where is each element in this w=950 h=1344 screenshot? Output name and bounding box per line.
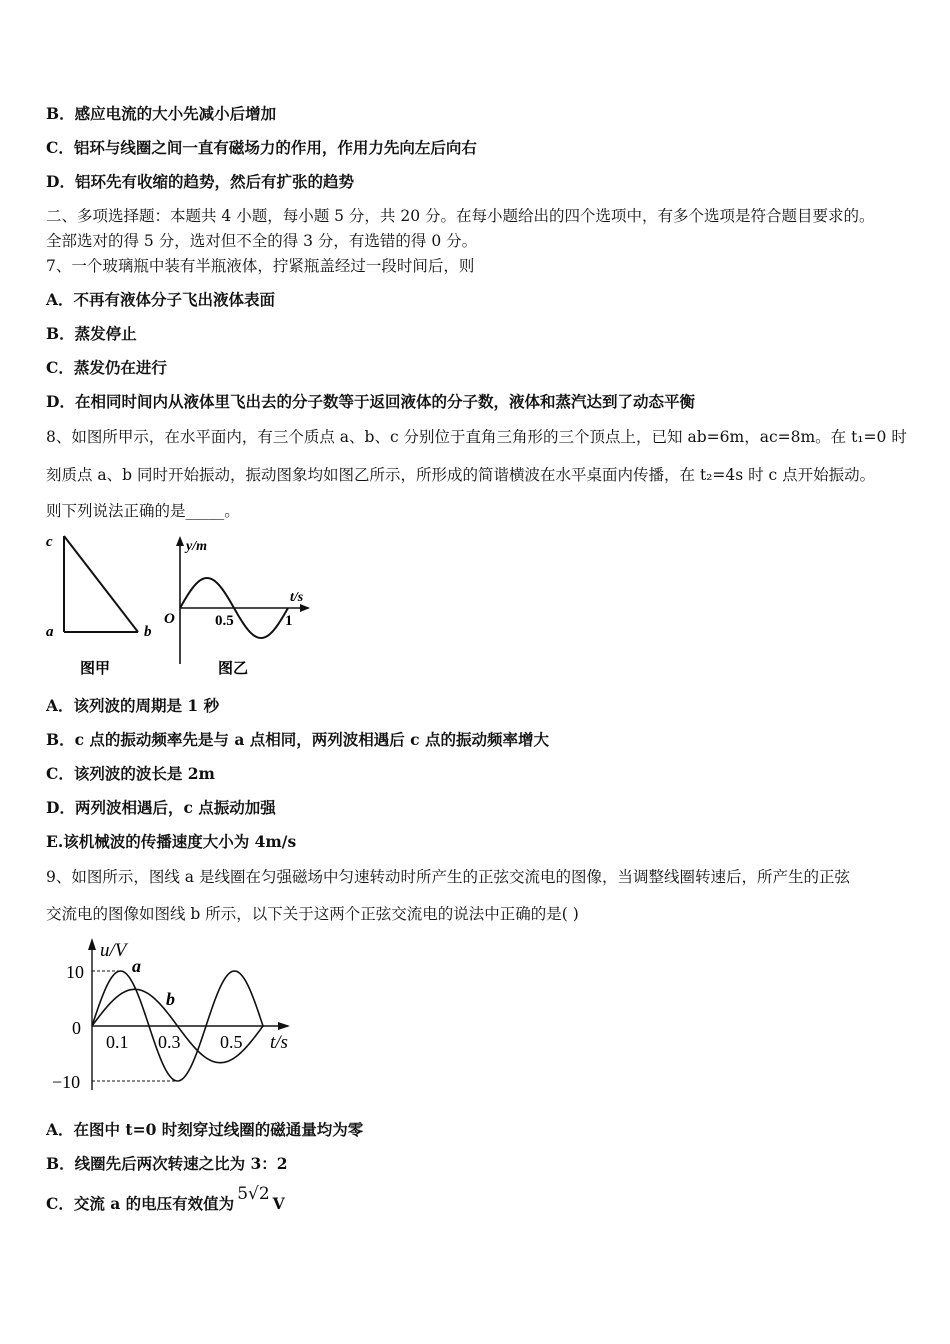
- figure-yi: [158, 528, 318, 678]
- q6-option-d: D．铝环先有收缩的趋势，然后有扩张的趋势: [46, 172, 354, 191]
- q7-option-c: C．蒸发仍在进行: [46, 358, 167, 377]
- q6-option-b: B．感应电流的大小先减小后增加: [46, 104, 277, 123]
- ut-y-tick-top: 10: [66, 962, 84, 982]
- ut-x-arrow: [278, 1022, 290, 1030]
- q9-option-b: B．线圈先后两次转速之比为 3：2: [46, 1154, 288, 1173]
- q9-option-c: [46, 1184, 285, 1214]
- q8-option-d: D．两列波相遇后，c 点振动加强: [46, 798, 276, 817]
- q7-stem: 7、一个玻璃瓶中装有半瓶液体，拧紧瓶盖经过一段时间后，则: [46, 257, 475, 275]
- ut-curve-a-label: a: [132, 956, 141, 976]
- q8-stem-line2: 刻质点 a、b 同时开始振动，振动图象均如图乙所示，所形成的简谐横波在水平桌面内传播，在 t₂=4s 时 c 点开始振动。: [46, 466, 876, 484]
- ut-curve-b-label: b: [166, 989, 175, 1009]
- q7-option-a: A．不再有液体分子飞出液体表面: [46, 290, 276, 309]
- ut-y-tick-zero: 0: [72, 1018, 81, 1038]
- q9-option-c-value: 5√2: [237, 1184, 270, 1204]
- q8-stem-line1: 8、如图所甲示，在水平面内，有三个质点 a、b、c 分别位于直角三角形的三个顶点上，已知 ab=6m，ac=8m。在 t₁=0 时: [46, 428, 907, 446]
- figure-jia: [40, 528, 160, 678]
- q9-option-c-prefix: C．交流 a 的电压有效值为: [46, 1194, 235, 1213]
- yi-tick-1: 1: [285, 613, 293, 629]
- yi-y-arrow: [176, 536, 184, 546]
- vertex-label-b: b: [144, 624, 152, 640]
- yi-x-label: t/s: [290, 590, 304, 605]
- q9-stem-line2: 交流电的图像如图线 b 所示，以下关于这两个正弦交流电的说法中正确的是( ): [46, 905, 579, 923]
- q7-option-d: D．在相同时间内从液体里飞出去的分子数等于返回液体的分子数，液体和蒸汽达到了动态平衡: [46, 392, 695, 411]
- yi-x-arrow: [300, 604, 310, 612]
- ut-chart: [46, 930, 306, 1100]
- q8-option-a: A．该列波的周期是 1 秒: [46, 696, 220, 715]
- q8-option-e: E.该机械波的传播速度大小为 4m/s: [46, 832, 297, 851]
- figure-yi-caption: 图乙: [218, 661, 249, 677]
- q7-option-b: B．蒸发停止: [46, 324, 137, 343]
- q8-stem-line3: 则下列说法正确的是_____。: [46, 502, 240, 520]
- section2-heading-line2: 全部选对的得 5 分，选对但不全的得 3 分，有选错的得 0 分。: [46, 232, 478, 250]
- yi-tick-0.5: 0.5: [215, 613, 234, 629]
- q8-option-b: B．c 点的振动频率先是与 a 点相同，两列波相遇后 c 点的振动频率增大: [46, 730, 550, 749]
- ut-y-arrow: [88, 938, 96, 950]
- q9-stem-line1: 9、如图所示，图线 a 是线圈在匀强磁场中匀速转动时所产生的正弦交流电的图像，当调整线圈转速后，所产生的正弦: [46, 868, 850, 886]
- ut-x-label: t/s: [270, 1032, 288, 1053]
- q9-option-c-unit: V: [272, 1194, 285, 1213]
- vertex-label-c: c: [46, 534, 53, 550]
- triangle-side-cb: [64, 536, 138, 632]
- yi-y-label: y/m: [186, 539, 207, 554]
- q6-option-c: C．铝环与线圈之间一直有磁场力的作用，作用力先向左后向右: [46, 138, 477, 157]
- yi-origin: O: [164, 611, 175, 627]
- vertex-label-a: a: [46, 624, 54, 640]
- q9-option-a: A．在图中 t=0 时刻穿过线圈的磁通量均为零: [46, 1120, 364, 1139]
- figure-jia-caption: 图甲: [80, 661, 111, 677]
- ut-y-tick-bottom: −10: [52, 1072, 81, 1092]
- section2-heading-line1: 二、多项选择题：本题共 4 小题，每小题 5 分，共 20 分。在每小题给出的四个选项中，有多个选项是符合题目要求的。: [46, 207, 875, 225]
- ut-x-tick-0.1: 0.1: [106, 1032, 129, 1052]
- ut-y-label: u/V: [100, 940, 127, 961]
- q8-option-c: C．该列波的波长是 2m: [46, 764, 215, 783]
- ut-x-tick-0.5: 0.5: [220, 1032, 243, 1052]
- ut-x-tick-0.3: 0.3: [158, 1032, 181, 1052]
